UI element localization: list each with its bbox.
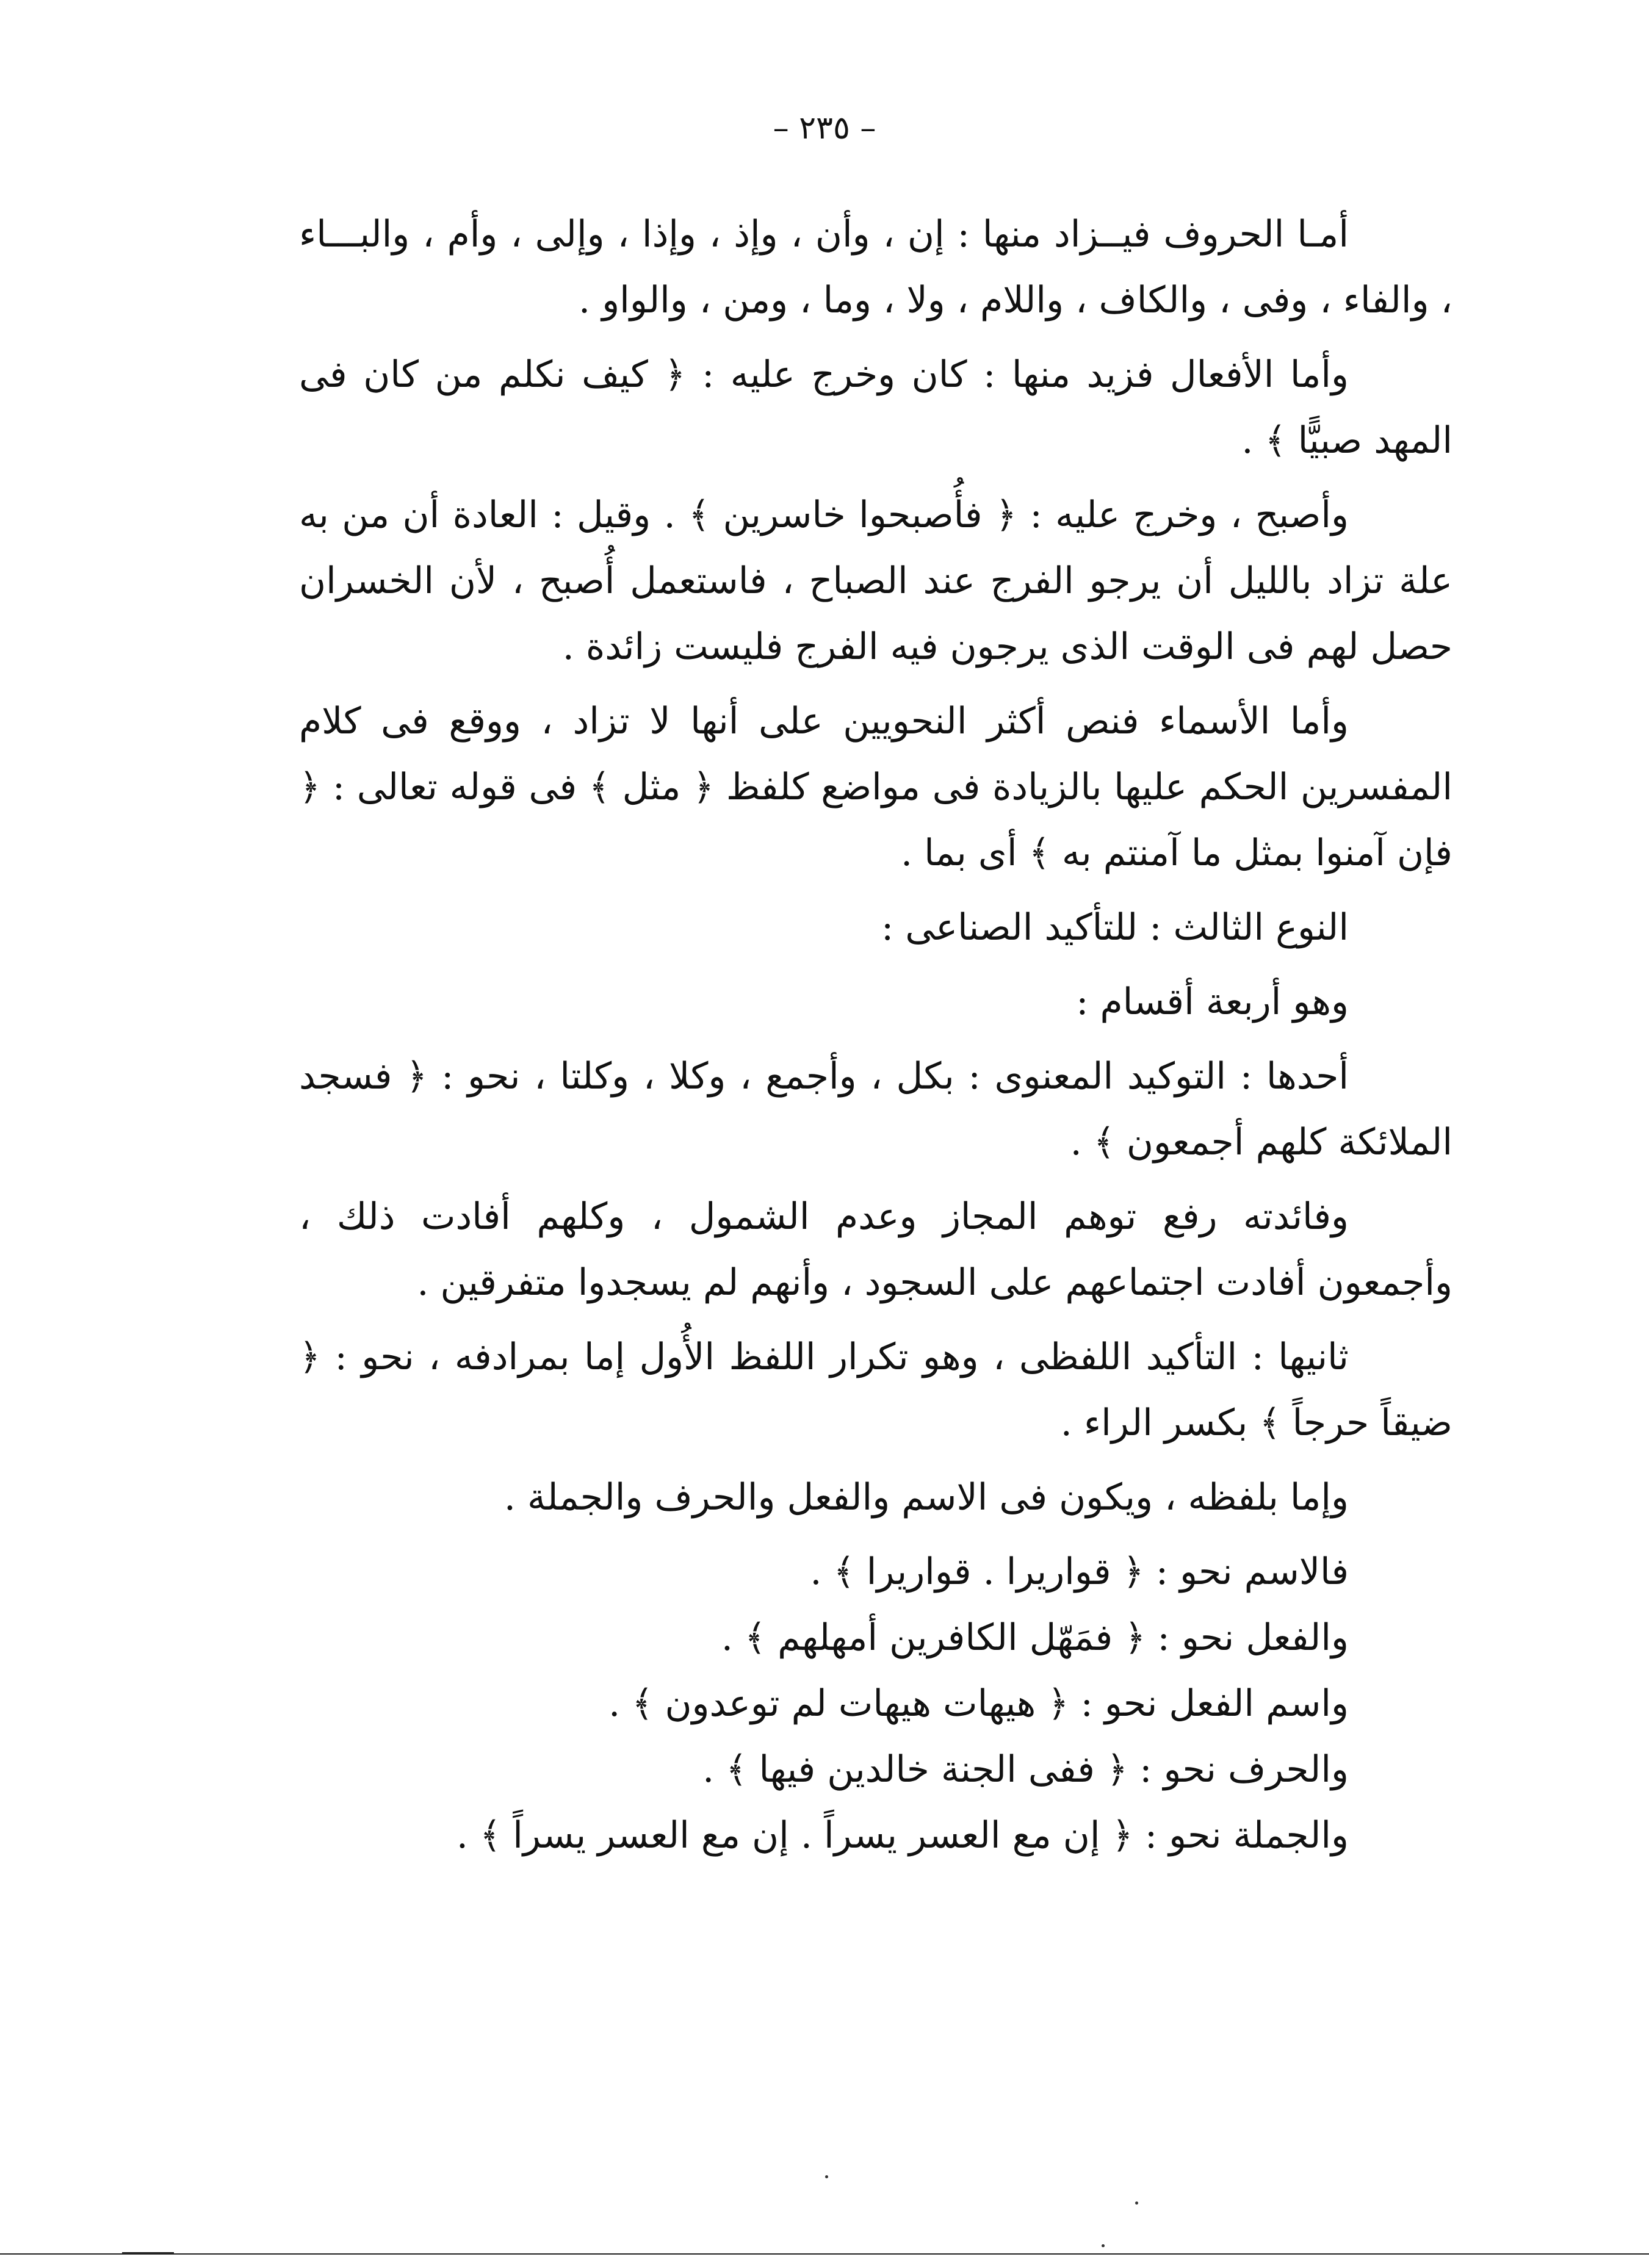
paragraph-four-types: وهو أربعة أقسام : [1076, 981, 1349, 1023]
example-particle: والحرف نحو : ﴿ ففى الجنة خالدين فيها ﴾ . [702, 1748, 1349, 1791]
scan-speck [1135, 2201, 1138, 2205]
paragraph-nouns: وأما الأسماء فنص أكثر النحويين على أنها لا تزاد ، ووقع فى كلام المفسرين الحكم عليها بالزيادة فى مواضع كلفظ ﴿ مثل ﴾ فى قوله تعالى : ﴿ فإن آمنوا بمثل ما آمنتم به ﴾ أى بما . [299, 700, 1452, 874]
paragraph-second-type: ثانيها : التأكيد اللفظى ، وهو تكرار اللفظ الأُول إما بمرادفه ، نحو : ﴿ ضيقاً حرجاً ﴾ بكسر الراء . [299, 1336, 1452, 1444]
paragraph-first-type: أحدها : التوكيد المعنوى : بكل ، وأجمع ، وكلا ، وكلتا ، نحو : ﴿ فسجد الملائكة كلهم أجمعون ﴾ . [299, 1055, 1452, 1164]
paragraph-asbaha: وأصبح ، وخرج عليه : ﴿ فأُصبحوا خاسرين ﴾ . وقيل : العادة أن من به علة تزاد بالليل أن يرجو الفرج عند الصباح ، فاستعمل أُصبح ، لأن الخسران حصل لهم فى الوقت الذى يرجون فيه الفرج فليست زائدة . [299, 494, 1452, 668]
scan-speck [825, 2175, 828, 2178]
page-number: – ٢٣٥ – [773, 110, 876, 146]
paragraph-particles: أمـا الحروف فيــزاد منها : إن ، وأن ، وإذ ، وإذا ، وإلى ، وأم ، والبـــاء ، والفاء ، وفى ، والكاف ، واللام ، ولا ، وما ، ومن ، والواو . [299, 213, 1452, 322]
scan-speck [1102, 2244, 1105, 2247]
paragraph-by-wording: وإما بلفظه ، ويكون فى الاسم والفعل والحرف والجملة . [503, 1476, 1349, 1519]
scan-bottom-border [0, 2253, 1649, 2255]
page-body [299, 201, 1452, 1868]
example-verb-noun: واسم الفعل نحو : ﴿ هيهات هيهات لم توعدون ﴾ . [608, 1682, 1349, 1725]
example-list [299, 1539, 1452, 1868]
example-verb: والفعل نحو : ﴿ فمَهّل الكافرين أمهلهم ﴾ . [721, 1616, 1349, 1659]
example-sentence: والجملة نحو : ﴿ إن مع العسر يسراً . إن مع العسر يسراً ﴾ . [456, 1814, 1349, 1857]
paragraph-benefit: وفائدته رفع توهم المجاز وعدم الشمول ، وكلهم أفادت ذلك ، وأجمعون أفادت اجتماعهم على السجود ، وأنهم لم يسجدوا متفرقين . [299, 1195, 1452, 1304]
section-heading: النوع الثالث : للتأكيد الصناعى : [881, 906, 1349, 949]
example-noun: فالاسم نحو : ﴿ قواريرا . قواريرا ﴾ . [810, 1550, 1349, 1593]
paragraph-verbs: وأما الأفعال فزيد منها : كان وخرج عليه : ﴿ كيف نكلم من كان فى المهد صبيًّا ﴾ . [299, 353, 1452, 462]
